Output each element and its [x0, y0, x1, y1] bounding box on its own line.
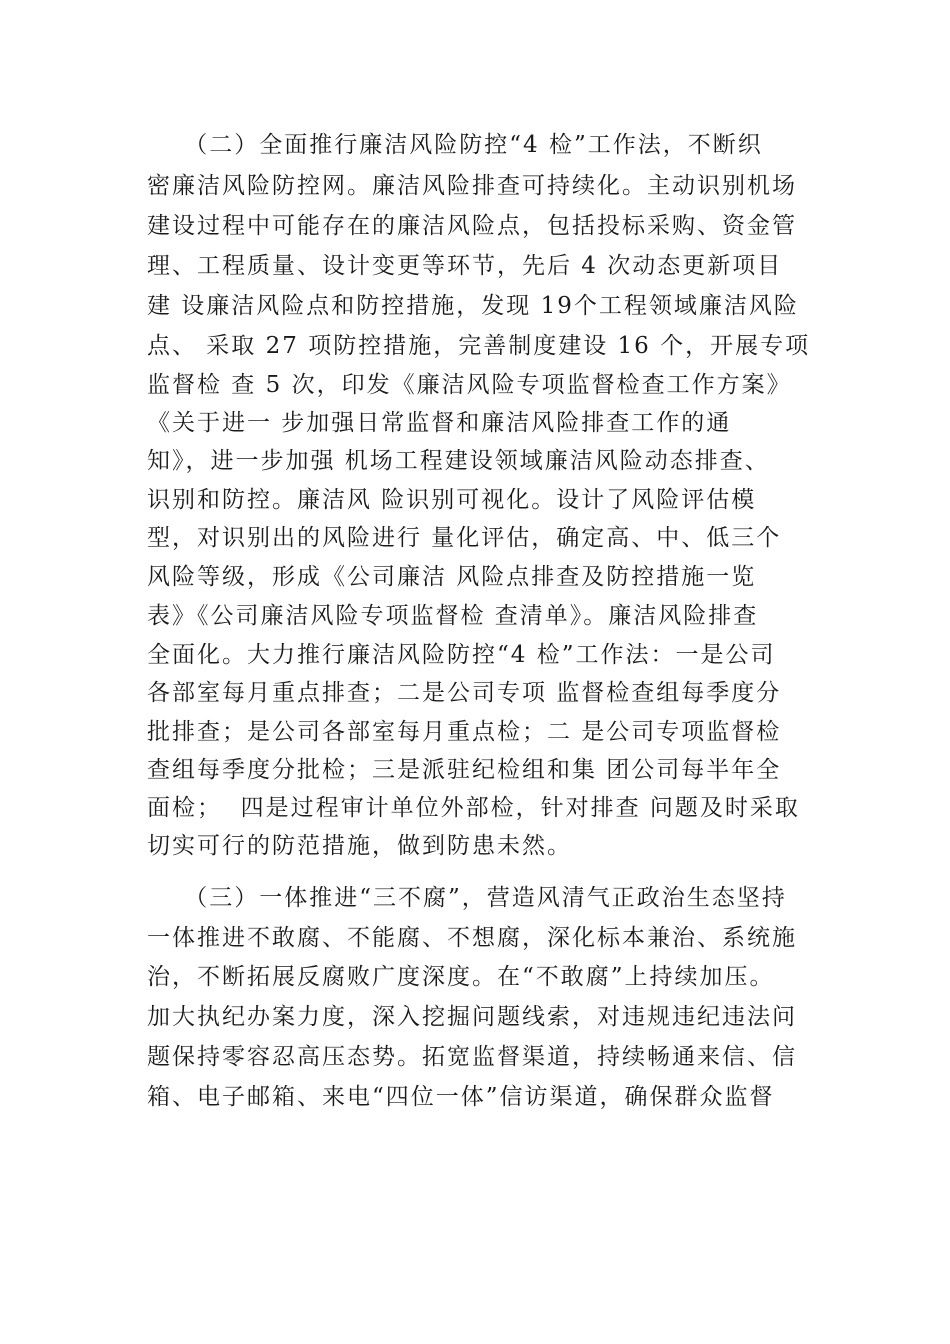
text-line: 知》，进一步加强 机场工程建设领域廉洁风险动态排查、 [147, 448, 770, 474]
text-line: 建设过程中可能存在的廉洁风险点，包括投标采购、资金管 [147, 213, 797, 239]
text-line: 监督检 查 5 次，印发《廉洁风险专项监督检查工作方案》 [147, 372, 792, 398]
text-line: 全面化。大力推行廉洁风险防控“4 检”工作法：一是公司 [147, 642, 776, 668]
text-line: 型，对识别出的风险进行 量化评估，确定高、中、低三个 [147, 525, 782, 551]
text-line: 密廉洁风险防控网。廉洁风险排查可持续化。主动识别机场 [147, 173, 797, 199]
text-line: 一体推进不敢腐、不能腐、不想腐，深化标本兼治、系统施 [147, 925, 797, 951]
text-line: 建 设廉洁风险点和防控措施，发现 19个工程领域廉洁风险 [147, 293, 799, 319]
text-line: （二）全面推行廉洁风险防控“4 检”工作法，不断织 [147, 132, 763, 158]
text-line: 《关于进一 步加强日常监督和廉洁风险排查工作的通 [147, 410, 732, 436]
text-line: 识别和防控。廉洁风 险识别可视化。设计了风险评估模 [147, 487, 757, 513]
text-line: 面检； 四是过程审计单位外部检，针对排查 问题及时采取 [147, 795, 800, 821]
text-line: 查组每季度分批检；三是派驻纪检组和集 团公司每半年全 [147, 757, 782, 783]
text-line: 批排查；是公司各部室每月重点检；二 是公司专项监督检 [147, 719, 782, 745]
text-line: 理、工程质量、设计变更等环节，先后 4 次动态更新项目 [147, 253, 783, 279]
text-line: 箱、电子邮箱、来电“四位一体”信访渠道，确保群众监督 [147, 1084, 775, 1110]
text-line: 各部室每月重点排查；二是公司专项 监督检查组每季度分 [147, 680, 782, 706]
text-line: 风险等级，形成《公司廉洁 风险点排查及防控措施一览 [147, 564, 757, 590]
text-line: 点、 采取 27 项防控措施，完善制度建设 16 个，开展专项 [147, 333, 811, 359]
text-line: 切实可行的防范措施，做到防患未然。 [147, 833, 572, 859]
text-line: 题保持零容忍高压态势。拓宽监督渠道，持续畅通来信、信 [147, 1044, 797, 1070]
text-line: 加大执纪办案力度，深入挖掘问题线索，对违规违纪违法问 [147, 1004, 797, 1030]
text-line: 表》《公司廉洁风险专项监督检 查清单》。廉洁风险排查 [147, 603, 759, 629]
text-line: 治，不断拓展反腐败广度深度。在“不敢腐”上持续加压。 [147, 964, 775, 990]
text-line: （三）一体推进“三不腐”，营造风清气正政治生态坚持 [147, 885, 787, 911]
